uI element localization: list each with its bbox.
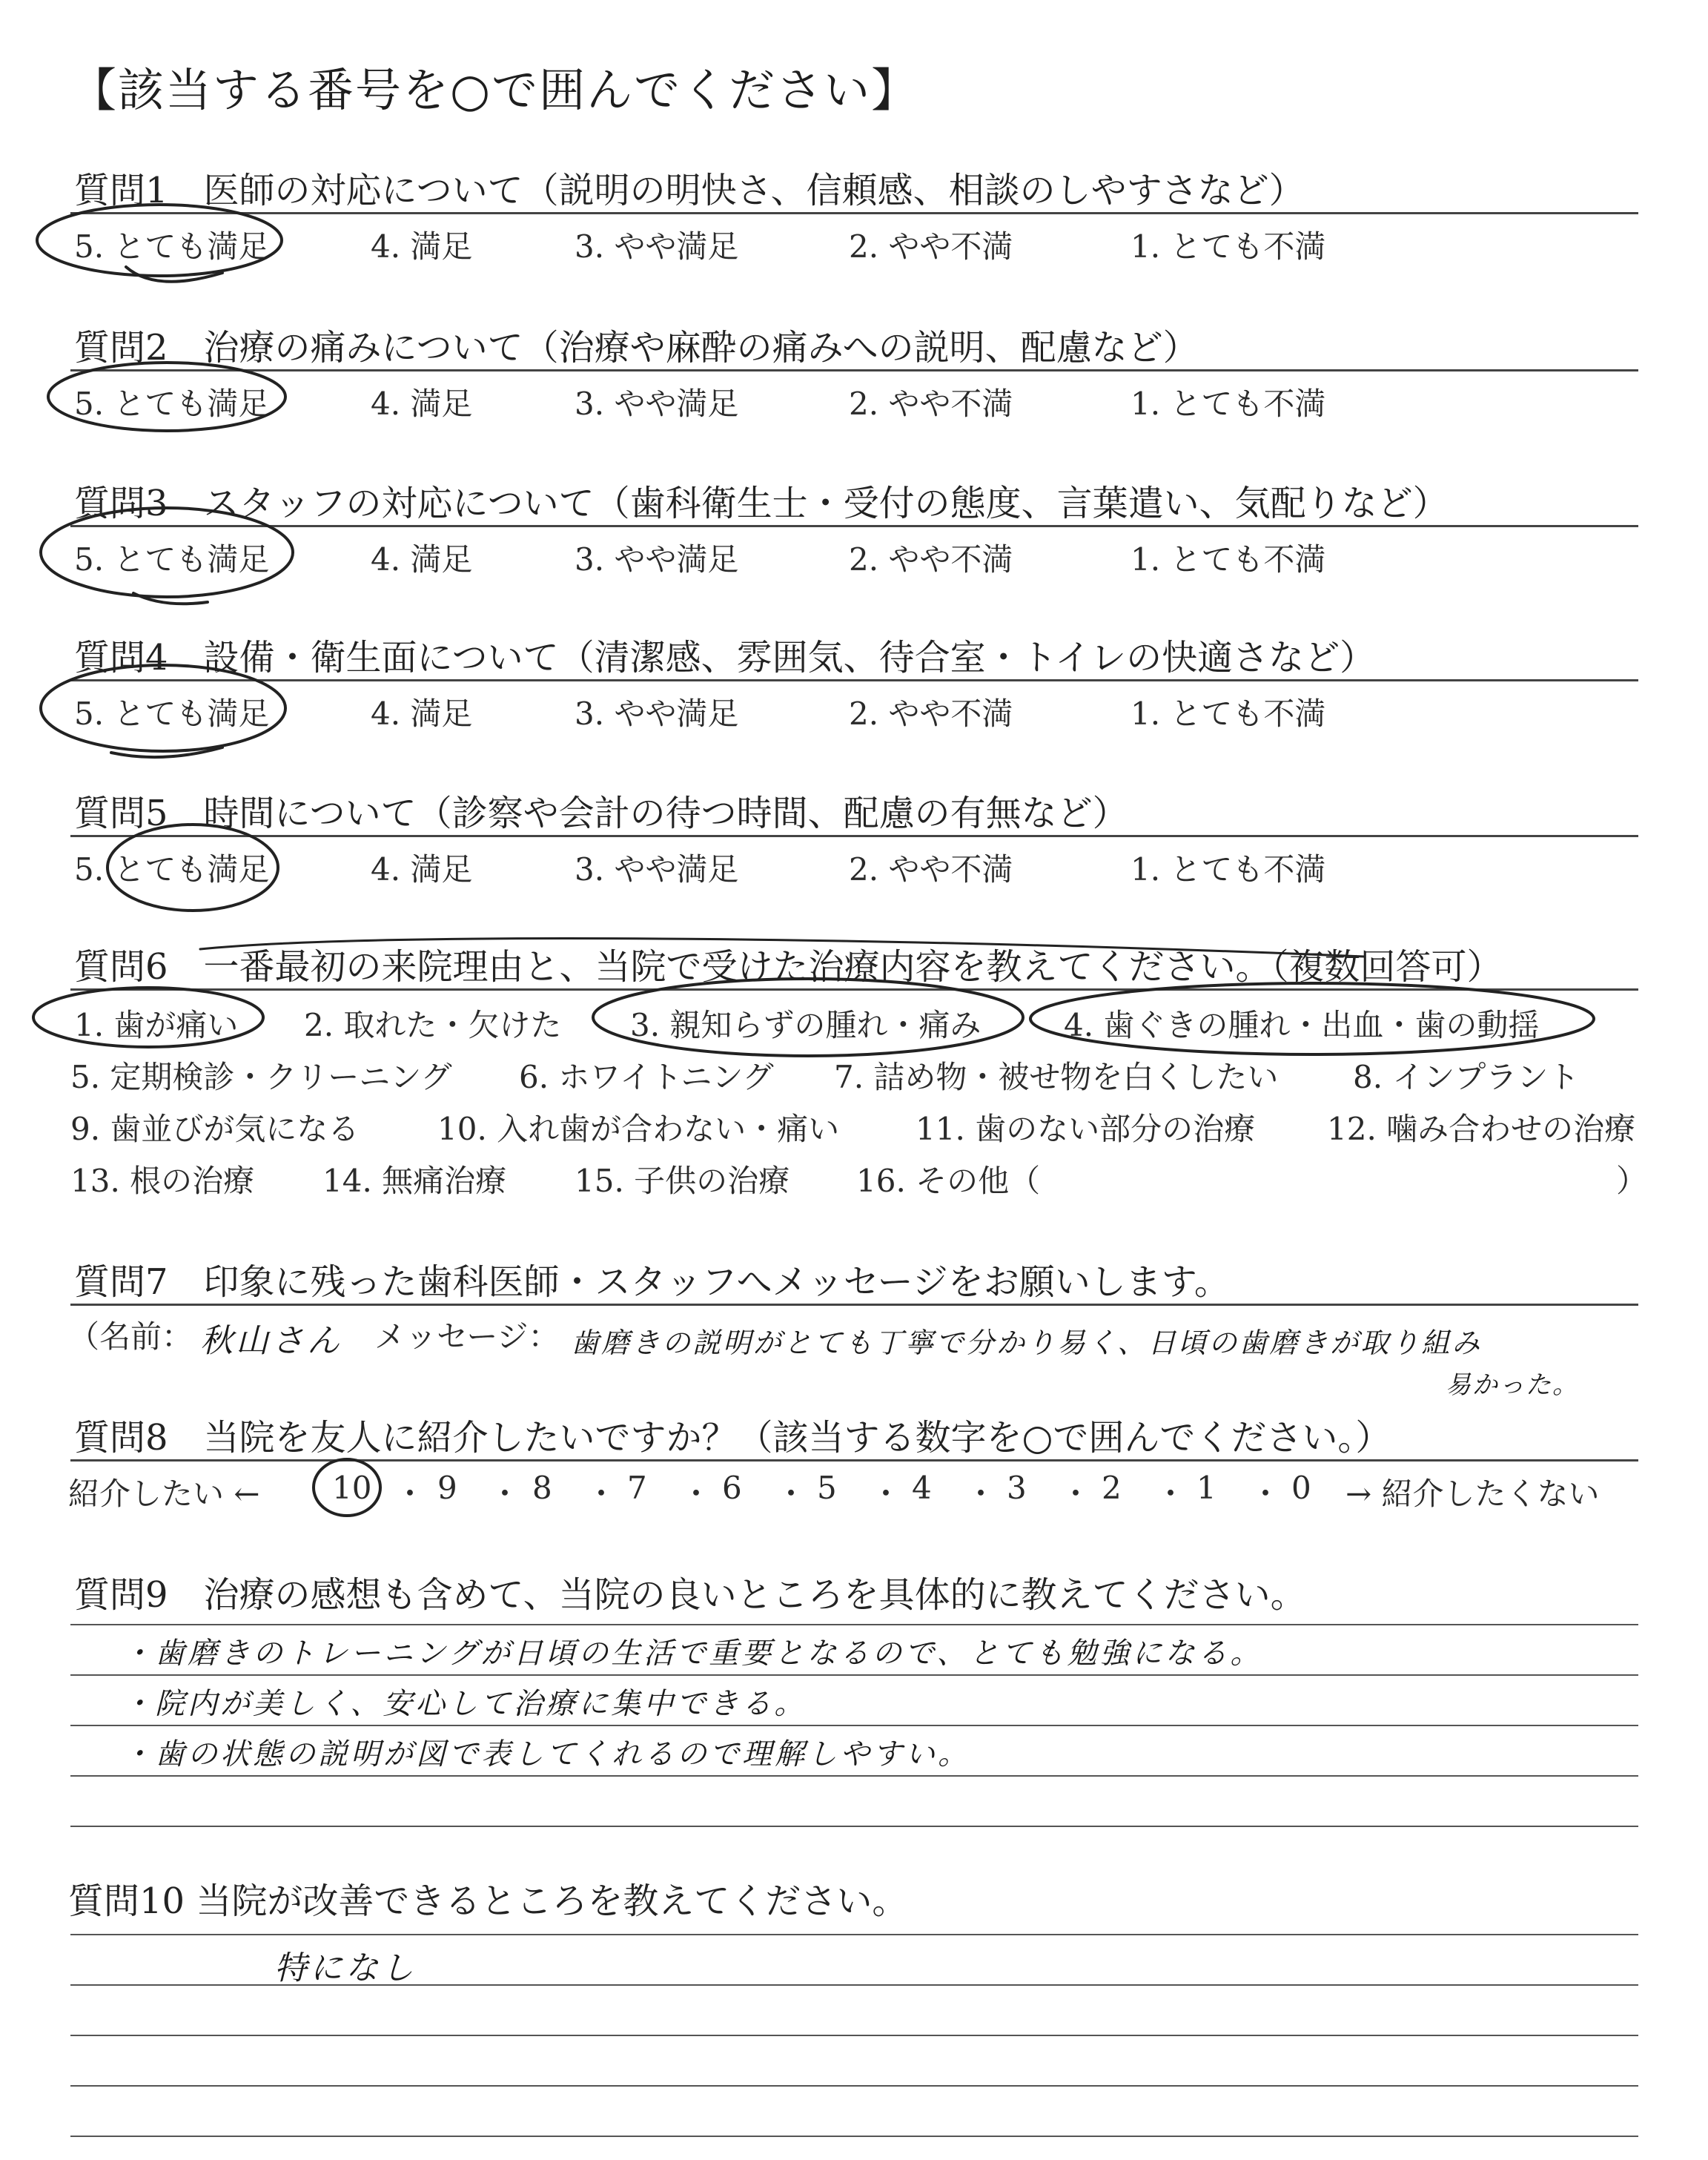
q6-option-8[interactable]: 8. インプラント <box>1353 1059 1580 1095</box>
q4-option-3[interactable]: 3. やや満足 <box>575 696 739 732</box>
q6-option-15[interactable]: 15. 子供の治療 <box>575 1163 790 1199</box>
q9-line <box>70 1674 1638 1676</box>
q4-heading: 質問4 設備・衛生面について（清潔感、雰囲気、待合室・トイレの快適さなど） <box>74 637 1376 678</box>
q6-option-14[interactable]: 14. 無痛治療 <box>322 1163 507 1199</box>
q3-heading: 質問3 スタッフの対応について（歯科衛生士・受付の態度、言葉遣い、気配りなど） <box>74 483 1449 524</box>
q6-option-9[interactable]: 9. 歯並びが気になる <box>70 1111 360 1147</box>
q10-heading: 質問10 当院が改善できるところを教えてください。 <box>68 1880 908 1922</box>
q9-answer-2[interactable]: ・院内が美しく、安心して治療に集中できる。 <box>122 1687 807 1721</box>
q5-option-4[interactable]: 4. 満足 <box>371 851 473 888</box>
q2-option-2[interactable]: 2. やや不満 <box>849 386 1013 422</box>
q9-line <box>70 1624 1638 1625</box>
q7-name-value[interactable]: 秋山さん <box>200 1322 342 1360</box>
q8-right-label: → 紹介したくない <box>1345 1476 1600 1512</box>
q4-option-5[interactable]: 5. とても満足 <box>74 696 270 732</box>
q9-line <box>70 1775 1638 1777</box>
q3-option-1[interactable]: 1. とても不満 <box>1131 541 1326 578</box>
q8-heading: 質問8 当院を友人に紹介したいですか？（該当する数字を○で囲んでください。） <box>74 1417 1391 1459</box>
q9-line <box>70 1725 1638 1726</box>
page-title: 【該当する番号を○で囲んでください】 <box>70 63 919 117</box>
q5-option-2[interactable]: 2. やや不満 <box>849 851 1013 888</box>
q8-scale-3[interactable]: 3 <box>1007 1470 1027 1506</box>
q8-scale-dot: ・ <box>1060 1476 1092 1512</box>
q6-option-10[interactable]: 10. 入れ歯が合わない・痛い <box>437 1111 840 1147</box>
q9-answer-3[interactable]: ・歯の状態の説明が図で表してくれるので理解しやすい。 <box>122 1737 970 1771</box>
q10-line <box>70 2136 1638 2137</box>
q4-rule <box>70 679 1638 681</box>
q9-answer-1[interactable]: ・歯磨きのトレーニングが日頃の生活で重要となるので、とても勉強になる。 <box>122 1636 1263 1671</box>
q6-option-6[interactable]: 6. ホワイトニング <box>519 1059 774 1095</box>
q1-option-1[interactable]: 1. とても不満 <box>1131 228 1326 265</box>
q6-option-7[interactable]: 7. 詰め物・被せ物を白くしたい <box>834 1059 1279 1095</box>
q7-rule <box>70 1304 1638 1306</box>
q1-rule <box>70 212 1638 214</box>
q8-scale-8[interactable]: 8 <box>532 1470 552 1506</box>
q8-scale-7[interactable]: 7 <box>627 1470 647 1506</box>
q5-rule <box>70 835 1638 837</box>
q8-scale-4[interactable]: 4 <box>912 1470 932 1506</box>
q6-option-12[interactable]: 12. 噛み合わせの治療 <box>1327 1111 1636 1147</box>
q5-option-1[interactable]: 1. とても不満 <box>1131 851 1326 888</box>
q6-option-4[interactable]: 4. 歯ぐきの腫れ・出血・歯の動揺 <box>1064 1007 1540 1043</box>
q10-line <box>70 2035 1638 2036</box>
q8-scale-dot: ・ <box>1155 1476 1187 1512</box>
q10-line <box>70 1934 1638 1935</box>
q8-scale-0[interactable]: 0 <box>1291 1470 1311 1506</box>
q8-scale-5[interactable]: 5 <box>817 1470 837 1506</box>
q1-heading: 質問1 医師の対応について（説明の明快さ、信頼感、相談のしやすさなど） <box>74 170 1305 211</box>
q8-scale-dot: ・ <box>586 1476 618 1512</box>
q6-option-5[interactable]: 5. 定期検診・クリーニング <box>70 1059 452 1095</box>
q1-option-5[interactable]: 5. とても満足 <box>74 228 270 265</box>
q1-selection-tail <box>126 267 222 282</box>
q6-option-3[interactable]: 3. 親知らずの腫れ・痛み <box>630 1007 982 1043</box>
q7-message-line2[interactable]: 易かった。 <box>1446 1370 1579 1400</box>
q7-name-label: （名前： <box>68 1318 193 1355</box>
q8-scale-9[interactable]: 9 <box>437 1470 457 1506</box>
q6-option-13[interactable]: 13. 根の治療 <box>70 1163 255 1199</box>
q3-selection-tail <box>133 593 208 604</box>
q6-rule <box>70 988 1638 991</box>
q6-other-close: ） <box>1616 1163 1648 1199</box>
q1-option-4[interactable]: 4. 満足 <box>371 228 473 265</box>
q7-message-line1[interactable]: 歯磨きの説明がとても丁寧で分かり易く、日頃の歯磨きが取り組み <box>571 1327 1483 1359</box>
q2-heading: 質問2 治療の痛みについて（治療や麻酔の痛みへの説明、配慮など） <box>74 327 1199 369</box>
q4-option-1[interactable]: 1. とても不満 <box>1131 696 1326 732</box>
q8-rule <box>70 1459 1638 1462</box>
q3-option-5[interactable]: 5. とても満足 <box>74 541 270 578</box>
q8-scale-dot: ・ <box>870 1476 902 1512</box>
q8-scale-dot: ・ <box>965 1476 997 1512</box>
q6-heading: 質問6 一番最初の来院理由と、当院で受けた治療内容を教えてください。（複数回答可） <box>74 946 1503 988</box>
q8-scale-6[interactable]: 6 <box>722 1470 742 1506</box>
q8-scale-2[interactable]: 2 <box>1102 1470 1122 1506</box>
q4-option-2[interactable]: 2. やや不満 <box>849 696 1013 732</box>
q5-option-5[interactable]: 5. とても満足 <box>74 851 270 888</box>
q8-scale-dot: ・ <box>1250 1476 1282 1512</box>
q8-scale-10[interactable]: 10 <box>332 1470 372 1506</box>
q2-rule <box>70 369 1638 371</box>
q5-option-3[interactable]: 3. やや満足 <box>575 851 739 888</box>
q8-left-label: 紹介したい ← <box>68 1476 260 1512</box>
q5-heading: 質問5 時間について（診察や会計の待つ時間、配慮の有無など） <box>74 793 1128 834</box>
q6-option-2[interactable]: 2. 取れた・欠けた <box>304 1007 562 1043</box>
q8-scale-dot: ・ <box>489 1476 521 1512</box>
q2-option-5[interactable]: 5. とても満足 <box>74 386 270 422</box>
q2-option-3[interactable]: 3. やや満足 <box>575 386 739 422</box>
q3-option-2[interactable]: 2. やや不満 <box>849 541 1013 578</box>
q3-option-4[interactable]: 4. 満足 <box>371 541 473 578</box>
q4-selection-tail <box>111 747 222 757</box>
q1-option-3[interactable]: 3. やや満足 <box>575 228 739 265</box>
q2-option-4[interactable]: 4. 満足 <box>371 386 473 422</box>
q2-option-1[interactable]: 1. とても不満 <box>1131 386 1326 422</box>
q10-answer[interactable]: 特になし <box>274 1949 417 1987</box>
q1-option-2[interactable]: 2. やや不満 <box>849 228 1013 265</box>
q8-scale-1[interactable]: 1 <box>1196 1470 1217 1506</box>
q3-option-3[interactable]: 3. やや満足 <box>575 541 739 578</box>
q4-option-4[interactable]: 4. 満足 <box>371 696 473 732</box>
q6-option-11[interactable]: 11. 歯のない部分の治療 <box>916 1111 1256 1147</box>
q7-message-label: メッセージ： <box>374 1318 560 1355</box>
q9-line <box>70 1826 1638 1827</box>
q3-rule <box>70 525 1638 527</box>
q7-heading: 質問7 印象に残った歯科医師・スタッフへメッセージをお願いします。 <box>74 1261 1230 1303</box>
q8-scale-dot: ・ <box>681 1476 712 1512</box>
q10-line <box>70 2085 1638 2087</box>
q6-option-1[interactable]: 1. 歯が痛い <box>74 1007 239 1043</box>
q6-option-16[interactable]: 16. その他（ <box>856 1163 1041 1199</box>
q9-heading: 質問9 治療の感想も含めて、当院の良いところを具体的に教えてください。 <box>74 1574 1306 1616</box>
q8-scale-dot: ・ <box>775 1476 807 1512</box>
q8-scale-dot: ・ <box>394 1476 426 1512</box>
